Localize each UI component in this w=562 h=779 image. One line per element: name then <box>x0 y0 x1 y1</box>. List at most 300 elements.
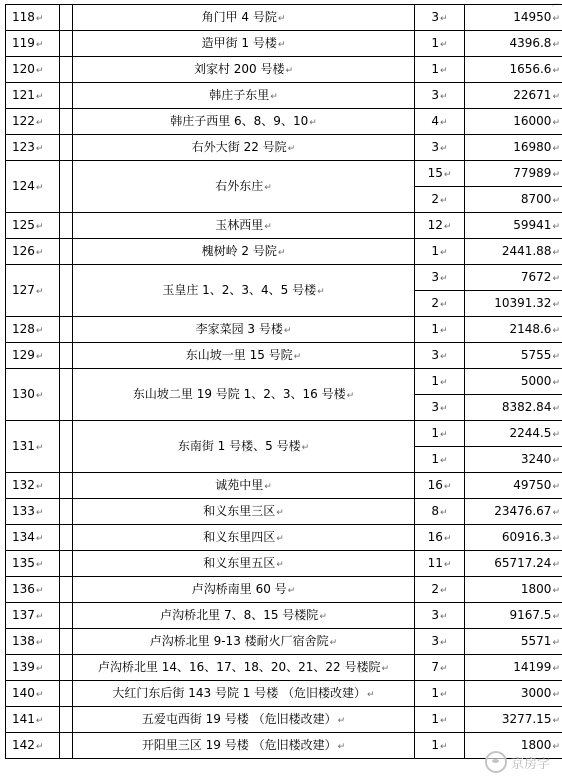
blank-cell <box>60 369 73 421</box>
building-count <box>415 707 465 733</box>
location-name-text: 和义东里四区 <box>203 529 276 544</box>
row-number-text: 125 <box>12 217 35 232</box>
location-name <box>73 83 415 109</box>
building-count-text: 16 <box>427 529 443 544</box>
paragraph-mark: ↵ <box>552 117 560 128</box>
paragraph-mark: ↵ <box>552 715 560 726</box>
paragraph-mark: ↵ <box>381 663 390 674</box>
paragraph-mark: ↵ <box>35 637 44 648</box>
floor-area-text: 22671 <box>513 87 552 102</box>
row-number <box>6 603 60 629</box>
location-name-text: 右外大街 22 号院 <box>191 139 287 154</box>
paragraph-mark: ↵ <box>440 429 448 440</box>
building-count-text: 12 <box>427 217 443 232</box>
floor-area <box>465 31 562 57</box>
location-name <box>73 369 415 421</box>
paragraph-mark: ↵ <box>35 481 44 492</box>
paragraph-mark: ↵ <box>440 117 448 128</box>
paragraph-mark: ↵ <box>440 689 448 700</box>
paragraph-mark: ↵ <box>552 299 560 310</box>
table-row <box>6 161 562 187</box>
paragraph-mark: ↵ <box>276 559 284 570</box>
location-name <box>73 499 415 525</box>
floor-area-text: 1656.6 <box>509 61 552 76</box>
table-row <box>6 733 562 759</box>
blank-cell <box>60 577 73 603</box>
floor-area-text: 77989 <box>513 165 552 180</box>
building-count <box>415 213 465 239</box>
floor-area <box>465 551 562 577</box>
location-name-text: 诚苑中里 <box>215 477 264 492</box>
floor-area-text: 3277.15 <box>501 711 552 726</box>
paragraph-mark: ↵ <box>552 13 560 24</box>
paragraph-mark: ↵ <box>35 507 44 518</box>
location-name <box>73 421 415 473</box>
location-name <box>73 577 415 603</box>
floor-area <box>465 239 562 265</box>
blank-cell <box>60 343 73 369</box>
location-name-text: 玉林西里 <box>215 217 264 232</box>
building-count-text: 2 <box>431 295 440 310</box>
table-row <box>6 499 562 525</box>
building-count-text: 3 <box>431 9 440 24</box>
building-count <box>415 291 465 317</box>
paragraph-mark: ↵ <box>440 247 448 258</box>
row-number <box>6 629 60 655</box>
paragraph-mark: ↵ <box>552 143 560 154</box>
floor-area-text: 5755 <box>520 347 552 362</box>
blank-cell <box>60 421 73 473</box>
paragraph-mark: ↵ <box>552 585 560 596</box>
row-number-text: 129 <box>12 347 35 362</box>
floor-area-text: 1800 <box>520 737 552 752</box>
paragraph-mark: ↵ <box>552 533 560 544</box>
blank-cell <box>60 5 73 31</box>
building-count <box>415 603 465 629</box>
floor-area <box>465 499 562 525</box>
blank-cell <box>60 603 73 629</box>
floor-area <box>465 57 562 83</box>
paragraph-mark: ↵ <box>552 169 560 180</box>
paragraph-mark: ↵ <box>264 481 272 492</box>
corner-mark: ⌐ <box>551 0 560 11</box>
row-number-text: 130 <box>12 386 35 401</box>
paragraph-mark: ↵ <box>443 533 452 544</box>
paragraph-mark: ↵ <box>35 325 44 336</box>
paragraph-mark: ↵ <box>285 65 294 76</box>
floor-area <box>465 369 562 395</box>
building-count-text: 1 <box>431 711 440 726</box>
paragraph-mark: ↵ <box>552 195 560 206</box>
floor-area <box>465 421 562 447</box>
paragraph-mark: ↵ <box>440 299 448 310</box>
location-name-text: 韩庄子西里 6、8、9、10 <box>170 113 309 128</box>
building-count-text: 8 <box>431 503 440 518</box>
watermark-text: 京房字 <box>510 756 550 772</box>
floor-area-text: 4396.8 <box>509 35 552 50</box>
blank-cell <box>60 109 73 135</box>
paragraph-mark: ↵ <box>35 13 44 24</box>
row-number <box>6 239 60 265</box>
paragraph-mark: ↵ <box>277 247 286 258</box>
building-count-text: 16 <box>427 477 443 492</box>
paragraph-mark: ↵ <box>35 39 44 50</box>
paragraph-mark: ↵ <box>440 637 448 648</box>
paragraph-mark: ↵ <box>329 637 338 648</box>
paragraph-mark: ↵ <box>440 351 448 362</box>
building-count-text: 3 <box>431 607 440 622</box>
row-number-text: 135 <box>12 555 35 570</box>
row-number-text: 119 <box>12 35 35 50</box>
row-number-text: 120 <box>12 61 35 76</box>
location-name <box>73 733 415 759</box>
building-count-text: 15 <box>427 165 443 180</box>
paragraph-mark: ↵ <box>35 247 44 258</box>
row-number <box>6 369 60 421</box>
paragraph-mark: ↵ <box>319 611 327 622</box>
blank-cell <box>60 499 73 525</box>
floor-area <box>465 655 562 681</box>
paragraph-mark: ↵ <box>35 741 44 752</box>
building-count <box>415 395 465 421</box>
building-count-text: 3 <box>431 399 440 414</box>
row-number-text: 128 <box>12 321 35 336</box>
floor-area-text: 65717.24 <box>494 555 552 570</box>
blank-cell <box>60 135 73 161</box>
table-row <box>6 707 562 733</box>
row-number-text: 132 <box>12 477 35 492</box>
building-count-text: 3 <box>431 269 440 284</box>
building-count <box>415 369 465 395</box>
location-name <box>73 707 415 733</box>
paragraph-mark: ↵ <box>552 325 560 336</box>
building-count <box>415 681 465 707</box>
paragraph-mark: ↵ <box>35 611 44 622</box>
row-number-text: 136 <box>12 581 35 596</box>
paragraph-mark: ↵ <box>440 325 448 336</box>
row-number <box>6 31 60 57</box>
paragraph-mark: ↵ <box>346 390 355 401</box>
watermark <box>485 751 550 773</box>
floor-area <box>465 447 562 473</box>
table-row <box>6 57 562 83</box>
paragraph-mark: ↵ <box>440 377 448 388</box>
row-number-text: 137 <box>12 607 35 622</box>
row-number <box>6 161 60 213</box>
blank-cell <box>60 629 73 655</box>
building-count <box>415 83 465 109</box>
blank-cell <box>60 83 73 109</box>
floor-area-text: 10391.32 <box>494 295 552 310</box>
blank-cell <box>60 473 73 499</box>
row-number <box>6 577 60 603</box>
paragraph-mark: ↵ <box>337 741 346 752</box>
row-number <box>6 265 60 317</box>
row-number <box>6 551 60 577</box>
location-name-text: 开阳里三区 19 号楼 （危旧楼改建） <box>141 737 337 752</box>
blank-cell <box>60 213 73 239</box>
location-name-text: 造甲街 1 号楼 <box>201 35 277 50</box>
location-name <box>73 239 415 265</box>
floor-area-text: 7672 <box>520 269 552 284</box>
building-count-text: 1 <box>431 35 440 50</box>
blank-cell <box>60 57 73 83</box>
location-name-text: 卢沟桥北里 9-13 楼耐火厂宿舍院 <box>149 633 329 648</box>
floor-area <box>465 135 562 161</box>
table-row <box>6 551 562 577</box>
paragraph-mark: ↵ <box>35 689 44 700</box>
blank-cell <box>60 161 73 213</box>
building-count <box>415 109 465 135</box>
paragraph-mark: ↵ <box>276 507 284 518</box>
building-count-text: 3 <box>431 347 440 362</box>
floor-area-text: 16000 <box>513 113 552 128</box>
paragraph-mark: ↵ <box>440 585 448 596</box>
paragraph-mark: ↵ <box>552 429 560 440</box>
row-number <box>6 525 60 551</box>
building-count <box>415 187 465 213</box>
floor-area-text: 9167.5 <box>509 607 552 622</box>
blank-cell <box>60 681 73 707</box>
paragraph-mark: ↵ <box>283 325 292 336</box>
row-number <box>6 681 60 707</box>
row-number <box>6 499 60 525</box>
location-name <box>73 31 415 57</box>
floor-area-text: 16980 <box>513 139 552 154</box>
paragraph-mark: ↵ <box>552 611 560 622</box>
table-row <box>6 5 562 31</box>
paragraph-mark: ↵ <box>440 455 448 466</box>
paragraph-mark: ↵ <box>277 13 286 24</box>
blank-cell <box>60 655 73 681</box>
table-row <box>6 265 562 291</box>
building-count-text: 1 <box>431 685 440 700</box>
paragraph-mark: ↵ <box>35 715 44 726</box>
row-number <box>6 655 60 681</box>
floor-area <box>465 187 562 213</box>
floor-area-text: 49750 <box>513 477 552 492</box>
paragraph-mark: ↵ <box>270 91 278 102</box>
building-count <box>415 343 465 369</box>
paragraph-mark: ↵ <box>35 585 44 596</box>
paragraph-mark: ↵ <box>35 663 44 674</box>
housing-list-table <box>5 4 562 759</box>
paragraph-mark: ↵ <box>552 351 560 362</box>
paragraph-mark: ↵ <box>287 143 296 154</box>
paragraph-mark: ↵ <box>301 442 310 453</box>
row-number-text: 127 <box>12 282 35 297</box>
location-name-text: 卢沟桥北里 7、8、15 号楼院 <box>160 607 319 622</box>
location-name <box>73 109 415 135</box>
floor-area <box>465 577 562 603</box>
paragraph-mark: ↵ <box>440 13 448 24</box>
floor-area-text: 60916.3 <box>501 529 552 544</box>
row-number-text: 133 <box>12 503 35 518</box>
paragraph-mark: ↵ <box>552 377 560 388</box>
paragraph-mark: ↵ <box>552 273 560 284</box>
floor-area-text: 1800 <box>520 581 552 596</box>
location-name-text: 卢沟桥南里 60 号 <box>191 581 287 596</box>
paragraph-mark: ↵ <box>35 351 44 362</box>
floor-area <box>465 109 562 135</box>
location-name <box>73 265 415 317</box>
building-count-text: 3 <box>431 633 440 648</box>
location-name <box>73 57 415 83</box>
wechat-icon <box>485 751 507 773</box>
location-name <box>73 551 415 577</box>
floor-area-text: 3000 <box>520 685 552 700</box>
paragraph-mark: ↵ <box>443 221 452 232</box>
location-name-text: 韩庄子东里 <box>209 87 270 102</box>
paragraph-mark: ↵ <box>552 559 560 570</box>
blank-cell <box>60 317 73 343</box>
paragraph-mark: ↵ <box>35 91 44 102</box>
row-number-text: 141 <box>12 711 35 726</box>
paragraph-mark: ↵ <box>35 390 44 401</box>
location-name-text: 右外东庄 <box>215 178 264 193</box>
table-row <box>6 369 562 395</box>
building-count <box>415 629 465 655</box>
paragraph-mark: ↵ <box>552 507 560 518</box>
building-count <box>415 655 465 681</box>
row-number <box>6 707 60 733</box>
building-count <box>415 57 465 83</box>
building-count-text: 2 <box>431 581 440 596</box>
row-number-text: 138 <box>12 633 35 648</box>
location-name-text: 刘家村 200 号楼 <box>193 61 285 76</box>
floor-area-text: 3240 <box>520 451 552 466</box>
building-count <box>415 733 465 759</box>
table-row <box>6 135 562 161</box>
floor-area <box>465 473 562 499</box>
building-count <box>415 265 465 291</box>
location-name-text: 和义东里五区 <box>203 555 276 570</box>
row-number-text: 124 <box>12 178 35 193</box>
paragraph-mark: ↵ <box>552 39 560 50</box>
paragraph-mark: ↵ <box>35 65 44 76</box>
location-name <box>73 655 415 681</box>
paragraph-mark: ↵ <box>337 715 346 726</box>
location-name <box>73 5 415 31</box>
paragraph-mark: ↵ <box>552 637 560 648</box>
building-count <box>415 473 465 499</box>
floor-area-text: 2148.6 <box>509 321 552 336</box>
building-count <box>415 421 465 447</box>
paragraph-mark: ↵ <box>440 273 448 284</box>
paragraph-mark: ↵ <box>35 286 44 297</box>
building-count-text: 3 <box>431 139 440 154</box>
floor-area-text: 2441.88 <box>501 243 552 258</box>
building-count <box>415 499 465 525</box>
paragraph-mark: ↵ <box>440 507 448 518</box>
row-number <box>6 733 60 759</box>
floor-area-text: 14950 <box>513 9 552 24</box>
row-number <box>6 317 60 343</box>
paragraph-mark: ↵ <box>552 741 560 752</box>
row-number-text: 123 <box>12 139 35 154</box>
building-count <box>415 31 465 57</box>
table-row <box>6 421 562 447</box>
paragraph-mark: ↵ <box>552 455 560 466</box>
paragraph-mark: ↵ <box>552 91 560 102</box>
building-count-text: 2 <box>431 191 440 206</box>
floor-area-text: 5571 <box>520 633 552 648</box>
row-number-text: 126 <box>12 243 35 258</box>
paragraph-mark: ↵ <box>277 39 286 50</box>
floor-area <box>465 707 562 733</box>
building-count <box>415 447 465 473</box>
blank-cell <box>60 707 73 733</box>
building-count-text: 1 <box>431 61 440 76</box>
floor-area <box>465 213 562 239</box>
location-name <box>73 603 415 629</box>
blank-cell <box>60 733 73 759</box>
row-number-text: 140 <box>12 685 35 700</box>
paragraph-mark: ↵ <box>443 559 452 570</box>
location-name <box>73 213 415 239</box>
paragraph-mark: ↵ <box>552 663 560 674</box>
table-row <box>6 213 562 239</box>
building-count-text: 1 <box>431 373 440 388</box>
row-number <box>6 343 60 369</box>
building-count-text: 7 <box>431 659 440 674</box>
blank-cell <box>60 265 73 317</box>
location-name-text: 大红门东后街 143 号院 1 号楼 （危旧楼改建） <box>112 685 367 700</box>
table-row <box>6 525 562 551</box>
floor-area-text: 59941 <box>513 217 552 232</box>
paragraph-mark: ↵ <box>440 39 448 50</box>
building-count-text: 1 <box>431 425 440 440</box>
row-number-text: 118 <box>12 9 35 24</box>
row-number-text: 131 <box>12 438 35 453</box>
row-number <box>6 135 60 161</box>
paragraph-mark: ↵ <box>440 715 448 726</box>
row-number-text: 134 <box>12 529 35 544</box>
floor-area <box>465 629 562 655</box>
paragraph-mark: ↵ <box>552 65 560 76</box>
location-name <box>73 629 415 655</box>
building-count <box>415 5 465 31</box>
floor-area-text: 2244.5 <box>509 425 552 440</box>
row-number-text: 121 <box>12 87 35 102</box>
paragraph-mark: ↵ <box>35 442 44 453</box>
paragraph-mark: ↵ <box>440 65 448 76</box>
location-name <box>73 525 415 551</box>
blank-cell <box>60 31 73 57</box>
table-row <box>6 577 562 603</box>
table-row <box>6 239 562 265</box>
paragraph-mark: ↵ <box>440 741 448 752</box>
paragraph-mark: ↵ <box>264 221 272 232</box>
paragraph-mark: ↵ <box>440 195 448 206</box>
paragraph-mark: ↵ <box>35 182 44 193</box>
floor-area <box>465 603 562 629</box>
table-row <box>6 31 562 57</box>
floor-area <box>465 83 562 109</box>
row-number-text: 142 <box>12 737 35 752</box>
floor-area <box>465 343 562 369</box>
table-row <box>6 629 562 655</box>
floor-area <box>465 525 562 551</box>
location-name-text: 李家菜园 3 号楼 <box>195 321 283 336</box>
table-row <box>6 655 562 681</box>
floor-area <box>465 265 562 291</box>
row-number-text: 122 <box>12 113 35 128</box>
table-row <box>6 473 562 499</box>
location-name-text: 角门甲 4 号院 <box>201 9 277 24</box>
building-count-text: 3 <box>431 87 440 102</box>
location-name-text: 和义东里三区 <box>203 503 276 518</box>
